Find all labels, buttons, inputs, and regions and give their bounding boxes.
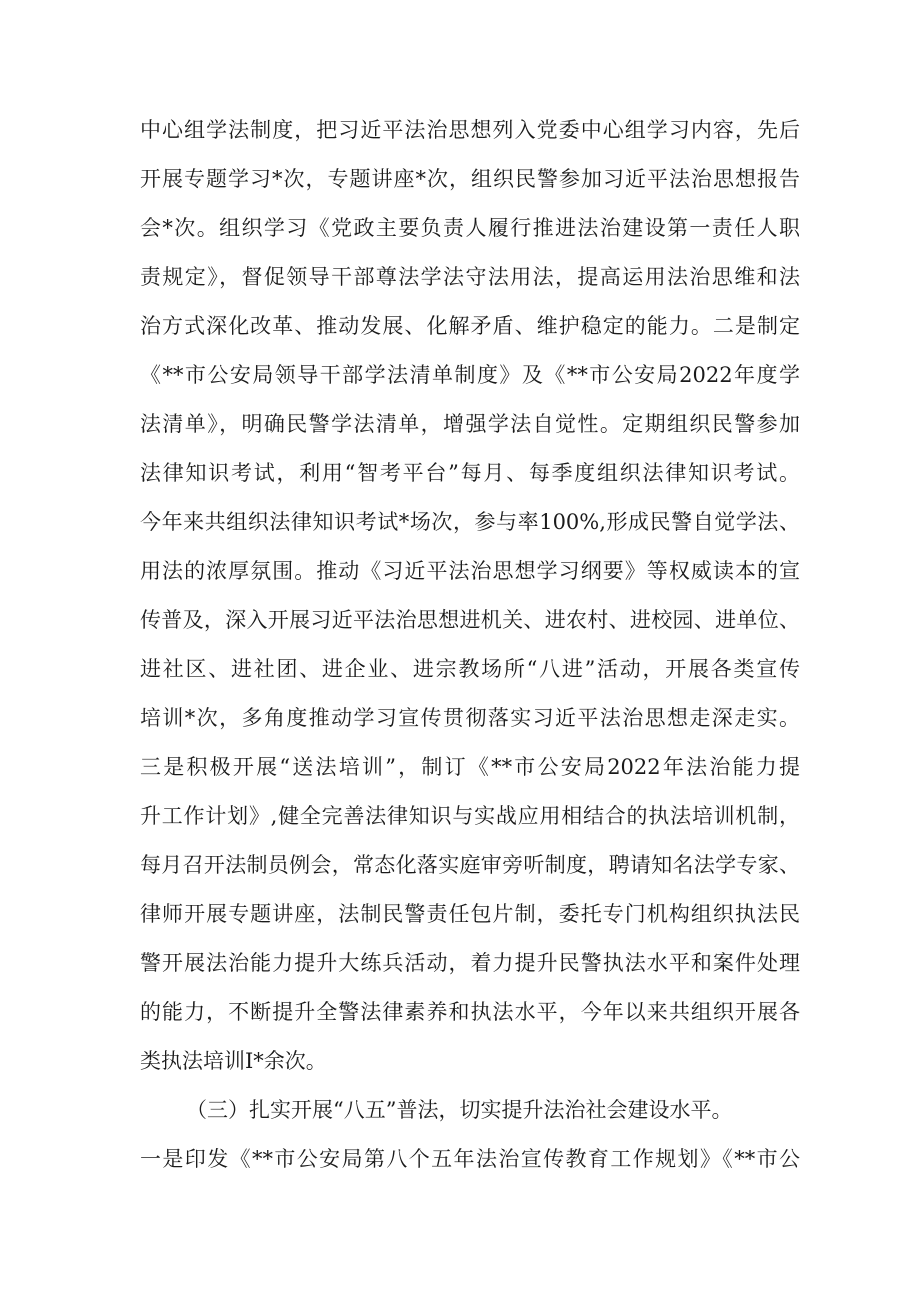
paragraph-line: 法律知识考试，利用“智考平台”每月、每季度组织法律知识考试。	[140, 461, 800, 485]
paragraph-line: 进社区、进社团、进企业、进宗教场所“八进”活动，开展各类宣传	[140, 657, 800, 681]
paragraph-line: 用法的浓厚氛围。推动《习近平法治思想学习纲要》等权威读本的宣	[140, 559, 800, 583]
paragraph-line: 类执法培训I*余次。	[140, 1049, 327, 1073]
paragraph-line: 责规定》，督促领导干部尊法学法守法用法，提高运用法治思维和法	[140, 265, 800, 289]
section-heading: （三）扎实开展“八五”普法，切实提升法治社会建设水平。	[186, 1098, 733, 1122]
paragraph-line: 的能力，不断提升全警法律素养和执法水平，今年以来共组织开展各	[140, 1000, 800, 1024]
paragraph-line: 三是积极开展“送法培训”，制订《**市公安局2022年法治能力提	[140, 755, 800, 779]
paragraph-line: 升工作计划》,健全完善法律知识与实战应用相结合的执法培训机制，	[140, 804, 800, 828]
paragraph-line: 培训*次，多角度推动学习宣传贯彻落实习近平法治思想走深走实。	[140, 706, 800, 730]
paragraph-line: 治方式深化改革、推动发展、化解矛盾、维护稳定的能力。二是制定	[140, 314, 800, 338]
paragraph-line: 《**市公安局领导干部学法清单制度》及《**市公安局2022年度学	[140, 363, 800, 387]
paragraph-line: 法清单》，明确民警学法清单，增强学法自觉性。定期组织民警参加	[140, 412, 800, 436]
paragraph-line: 一是印发《**市公安局第八个五年法治宣传教育工作规划》《**市公	[140, 1147, 800, 1171]
paragraph-line: 律师开展专题讲座，法制民警责任包片制，委托专门机构组织执法民	[140, 902, 800, 926]
paragraph-line: 今年来共组织法律知识考试*场次，参与率100%,形成民警自觉学法、	[140, 510, 800, 534]
paragraph-line: 每月召开法制员例会，常态化落实庭审旁听制度，聘请知名法学专家、	[140, 853, 800, 877]
paragraph-line: 警开展法治能力提升大练兵活动，着力提升民警执法水平和案件处理	[140, 951, 800, 975]
paragraph-line: 传普及，深入开展习近平法治思想进机关、进农村、进校园、进单位、	[140, 608, 800, 632]
paragraph-line: 开展专题学习*次，专题讲座*次，组织民警参加习近平法治思想报告	[140, 167, 800, 191]
paragraph-line: 中心组学法制度，把习近平法治思想列入党委中心组学习内容，先后	[140, 118, 800, 142]
paragraph-line: 会*次。组织学习《党政主要负责人履行推进法治建设第一责任人职	[140, 216, 800, 240]
